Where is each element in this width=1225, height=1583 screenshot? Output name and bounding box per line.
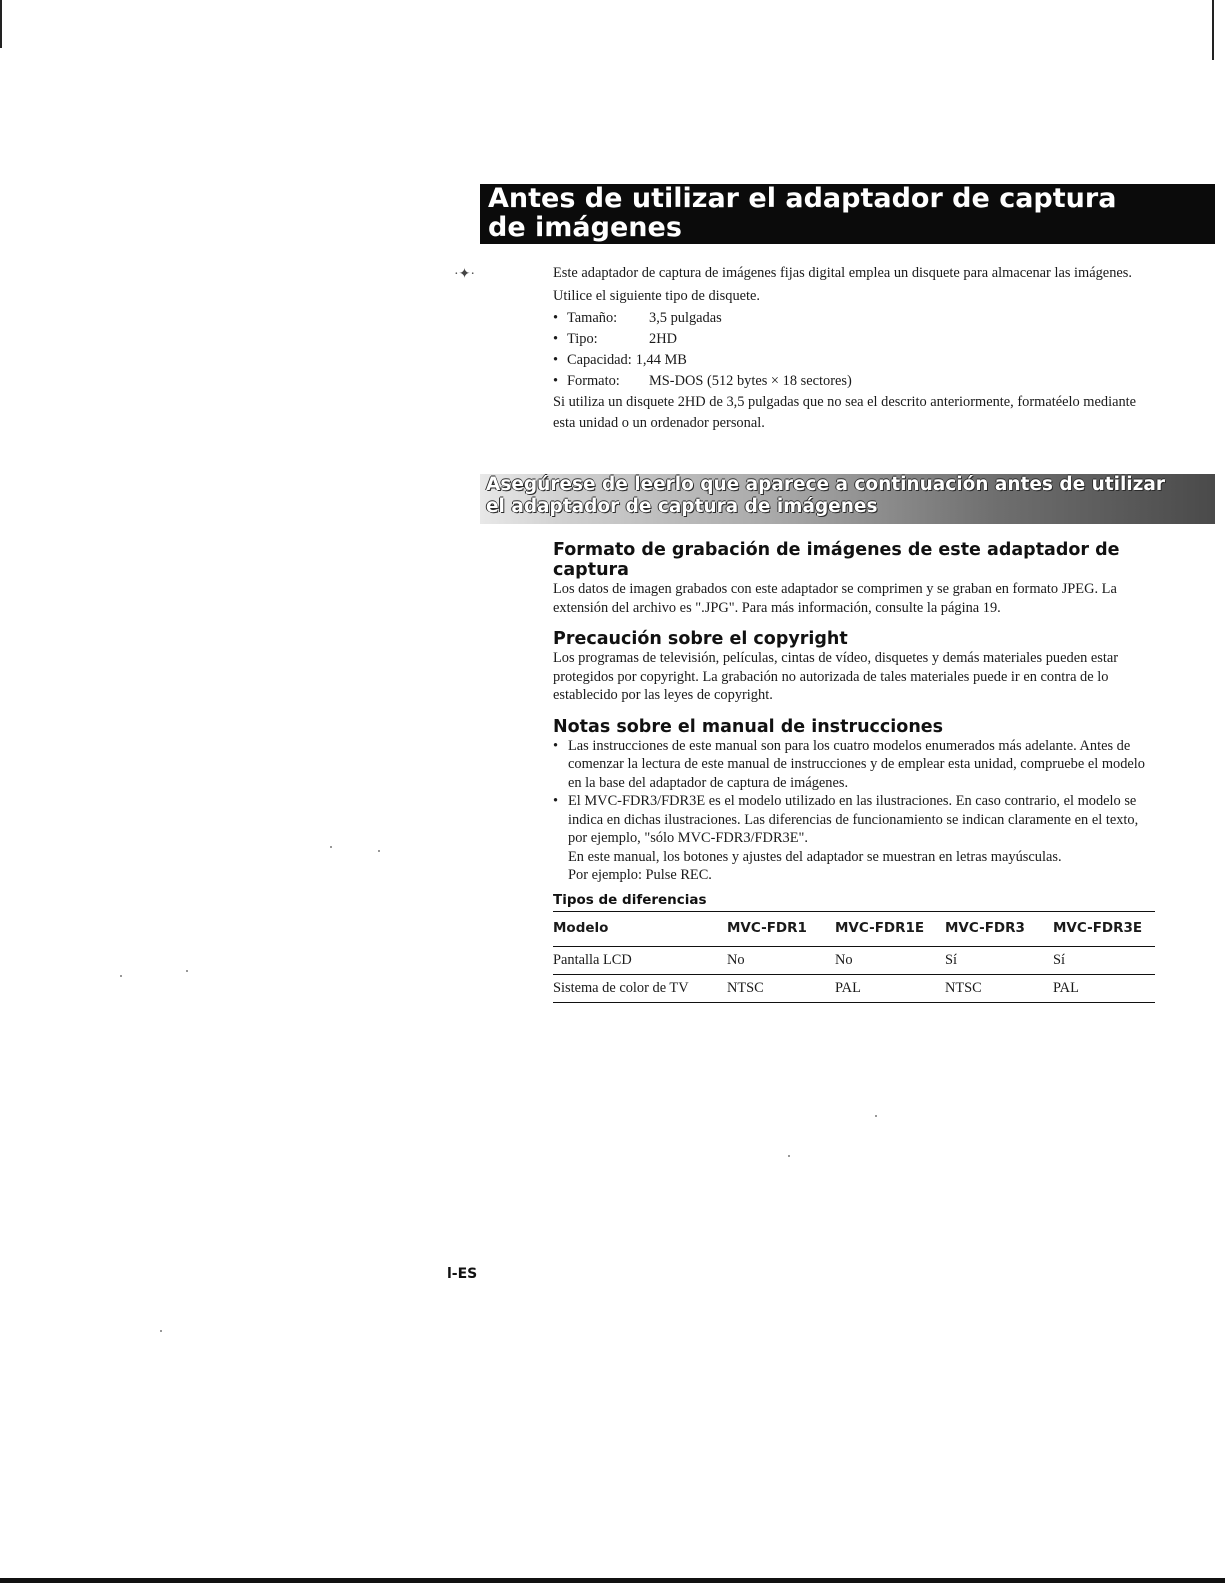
intro-paragraph-3: Si utiliza un disquete 2HD de 3,5 pulgadas que no sea el descrito anteriormente, formatéelo mediante esta unidad o un ordenador personal. bbox=[553, 394, 1137, 431]
scan-speck bbox=[378, 850, 380, 852]
table-cell: No bbox=[727, 946, 835, 974]
intro-paragraph-2: Utilice el siguiente tipo de disquete. bbox=[553, 288, 761, 304]
main-content bbox=[553, 540, 1155, 1003]
scan-speck bbox=[330, 846, 332, 848]
section-recording-format bbox=[553, 540, 1155, 617]
section-copyright bbox=[553, 629, 1155, 705]
table-caption: Tipos de diferencias bbox=[553, 891, 707, 908]
column-header: MVC-FDR3 bbox=[945, 911, 1053, 946]
spec-item bbox=[553, 350, 1153, 371]
intro-paragraph-1: Este adaptador de captura de imágenes fijas digital emplea un disquete para almacenar las imágenes. bbox=[553, 265, 1132, 281]
spec-value: 1,44 MB bbox=[635, 352, 687, 368]
page-title-line1: Antes de utilizar el adaptador de captura bbox=[488, 184, 1117, 214]
table-cell: Sí bbox=[945, 946, 1053, 974]
table-cell: NTSC bbox=[727, 974, 835, 1002]
scan-edge-right bbox=[1212, 0, 1214, 60]
notes-example-text: Por ejemplo: Pulse REC. bbox=[568, 867, 712, 883]
spec-key: Capacidad: bbox=[567, 352, 632, 368]
spec-value: 2HD bbox=[649, 331, 677, 347]
section-heading: Notas sobre el manual de instrucciones bbox=[553, 716, 944, 737]
table-cell: NTSC bbox=[945, 974, 1053, 1002]
warning-banner bbox=[480, 474, 1215, 524]
scan-speck bbox=[120, 975, 122, 977]
table-header-row bbox=[553, 911, 1155, 946]
section-body: Los datos de imagen grabados con este adaptador se comprimen y se graban en formato JPEG. La extensión del archivo es ".JPG". Para más información, consulte la página 19. bbox=[553, 581, 1117, 616]
page-title-line2: de imágenes bbox=[488, 212, 682, 243]
page-number: l-ES bbox=[447, 1266, 478, 1282]
table-cell: Pantalla LCD bbox=[553, 946, 727, 974]
scan-edge-left bbox=[0, 0, 2, 48]
spec-key: Tamaño: bbox=[567, 310, 618, 326]
intro-section bbox=[553, 263, 1153, 434]
column-header: MVC-FDR3E bbox=[1053, 911, 1155, 946]
margin-arrow-icon: ·✦· bbox=[454, 267, 476, 282]
warning-banner-line1: Asegúrese de leerlo que aparece a continuación antes de utilizar bbox=[486, 474, 1166, 495]
scan-speck bbox=[160, 1330, 162, 1332]
table-cell: Sí bbox=[1053, 946, 1155, 974]
differences-table bbox=[553, 911, 1155, 1003]
section-heading: Precaución sobre el copyright bbox=[553, 629, 848, 649]
warning-banner-line2: el adaptador de captura de imágenes bbox=[486, 496, 878, 517]
notes-list bbox=[553, 737, 1155, 848]
table-row bbox=[553, 946, 1155, 974]
page-title bbox=[480, 184, 1215, 244]
spec-value: MS-DOS (512 bytes × 18 sectores) bbox=[649, 373, 852, 389]
spec-key: Formato: bbox=[567, 373, 620, 389]
section-manual-notes bbox=[553, 717, 1155, 885]
spec-value: 3,5 pulgadas bbox=[649, 310, 722, 326]
scan-speck bbox=[875, 1115, 877, 1117]
scan-speck bbox=[186, 970, 188, 972]
spec-key: Tipo: bbox=[567, 331, 598, 347]
scan-speck bbox=[788, 1155, 790, 1157]
table-row bbox=[553, 974, 1155, 1002]
list-item: • Las instrucciones de este manual son para los cuatro modelos enumerados más adelante. Antes de comenzar la lectura de este manual de instrucciones y de emplear esta unidad, compruebe el modelo en la base del adaptador de captura de imágenes. bbox=[553, 737, 1155, 793]
section-body: Los programas de televisión, películas, cintas de vídeo, disquetes y demás materiales pueden estar protegidos por copyright. La grabación no autorizada de tales materiales puede ir en contra de lo establecido por las leyes de copyright. bbox=[553, 650, 1119, 703]
spec-item bbox=[553, 329, 1153, 350]
column-header: MVC-FDR1 bbox=[727, 911, 835, 946]
table-cell: PAL bbox=[835, 974, 945, 1002]
table-cell: PAL bbox=[1053, 974, 1155, 1002]
floppy-spec-list bbox=[553, 308, 1153, 392]
column-header: MVC-FDR1E bbox=[835, 911, 945, 946]
table-cell: No bbox=[835, 946, 945, 974]
column-header: Modelo bbox=[553, 911, 727, 946]
spec-item bbox=[553, 371, 1153, 392]
spec-item bbox=[553, 308, 1153, 329]
table-cell: Sistema de color de TV bbox=[553, 974, 727, 1002]
scan-edge-bottom bbox=[0, 1578, 1225, 1583]
notes-extra-text: En este manual, los botones y ajustes del adaptador se muestran en letras mayúsculas. bbox=[568, 848, 1062, 865]
list-item: • El MVC-FDR3/FDR3E es el modelo utilizado en las ilustraciones. En caso contrario, el modelo se indica en dichas ilustraciones. Las diferencias de funcionamiento se indican claramente en el texto, por ejemplo, "sólo MVC-FDR3/FDR3E". bbox=[553, 792, 1155, 848]
section-heading: Formato de grabación de imágenes de este adaptador de captura bbox=[553, 540, 1120, 580]
